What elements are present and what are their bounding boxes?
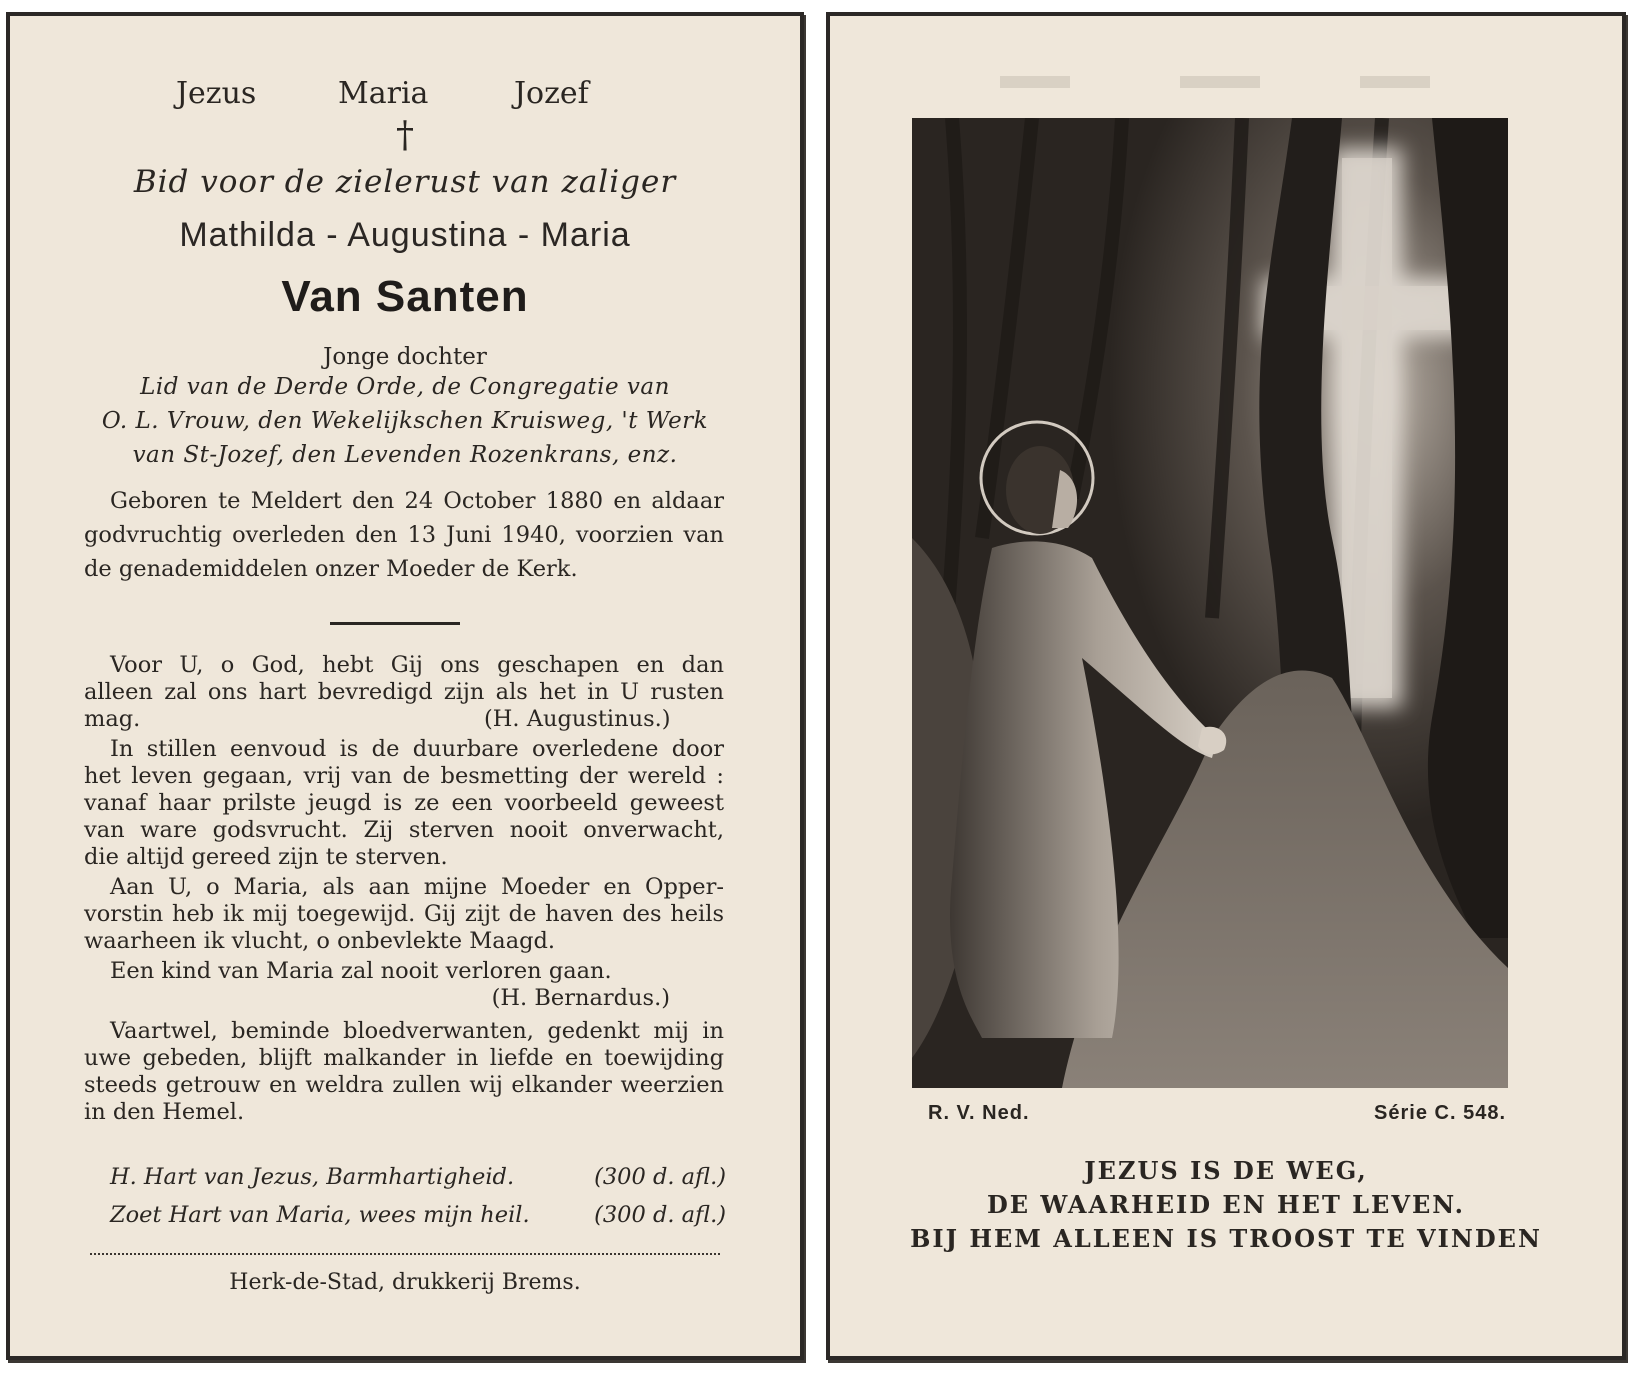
publisher-mark: R. V. Ned. <box>928 1102 1030 1124</box>
holy-names <box>10 76 800 116</box>
membership-line: Lid van de Derde Orde, de Congregatie van <box>140 374 670 400</box>
membership-line: O. L. Vrouw, den Wekelijkschen Kruisweg, 't Werk <box>101 408 709 434</box>
life-line: de genademiddelen onzer Moeder de Kerk. <box>84 556 578 582</box>
show-through-ghost-text <box>980 56 1480 106</box>
quote-line: In stillen eenvoud is de duurbare overledene door <box>110 736 724 762</box>
quote-line-with-source <box>84 706 724 733</box>
quote-farewell <box>84 1018 724 1126</box>
quote-augustinus <box>84 652 724 733</box>
prayer-intro: Bid voor de zielerust van zaliger <box>133 164 677 200</box>
name-maria: Maria <box>338 76 429 111</box>
quote-line: Aan U, o Maria, als aan mijne Moeder en Opper- <box>110 874 724 900</box>
quote-line: steeds getrouw en weldra zullen wij elkander weerzien <box>84 1072 724 1098</box>
life-line: Geboren te Meldert den 24 October 1880 en aldaar <box>110 488 724 514</box>
quote-life <box>84 736 724 871</box>
quote-line: Voor U, o God, hebt Gij ons geschapen en dan <box>110 652 724 678</box>
motto-line: JEZUS IS DE WEG, <box>1084 1156 1368 1185</box>
series-number: Série C. 548. <box>1374 1102 1506 1124</box>
quote-line: Een kind van Maria zal nooit verloren gaan. <box>110 958 612 984</box>
invocation-row <box>110 1202 726 1228</box>
quote-line: Vaartwel, beminde bloedverwanten, gedenkt mij in <box>110 1018 724 1044</box>
surname: Van Santen <box>281 272 529 321</box>
quote-maria <box>84 874 724 955</box>
quote-line: het leven gegaan, vrij van de besmetting der wereld : <box>84 763 724 789</box>
quote-line: vanaf haar prilste jeugd is ze een voorbeeld geweest <box>84 790 724 816</box>
invocation-text: Zoet Hart van Maria, wees mijn heil. <box>110 1202 530 1228</box>
indulgence: (300 d. afl.) <box>594 1202 726 1228</box>
membership-line: van St-Jozef, den Levenden Rozenkrans, enz. <box>132 442 678 468</box>
invocation-text: H. Hart van Jezus, Barmhartigheid. <box>110 1164 515 1190</box>
memorial-card-back <box>826 12 1626 1360</box>
motto-line: BIJ HEM ALLEEN IS TROOST TE VINDEN <box>910 1224 1542 1253</box>
life-line: godvruchtig overleden den 13 Juni 1940, voorzien van <box>84 522 724 548</box>
quote-line: vorstin heb ik mij toegewijd. Gij zijt de haven des heils <box>84 901 724 927</box>
motto-line: DE WAARHEID EN HET LEVEN. <box>986 1190 1466 1219</box>
quote-source: (H. Bernardus.) <box>491 985 670 1011</box>
quote-line: waarheen ik vlucht, o onbevlekte Maagd. <box>84 928 556 954</box>
quote-line: die altijd gereed zijn te sterven. <box>84 844 448 870</box>
memorial-card-front <box>6 12 804 1360</box>
indulgence: (300 d. afl.) <box>594 1164 726 1190</box>
divider <box>330 622 460 625</box>
quote-line: in den Hemel. <box>84 1099 245 1125</box>
quote-line: van ware godsvrucht. Zij sterven nooit onverwacht, <box>84 817 724 843</box>
dotted-divider <box>90 1253 720 1255</box>
name-jezus: Jezus <box>176 76 257 111</box>
christ-in-forest-illustration <box>912 118 1508 1088</box>
name-jozef: Jozef <box>514 76 589 111</box>
quote-bernardus <box>84 958 724 1012</box>
status: Jonge dochter <box>323 344 487 370</box>
printer-credit: Herk-de-Stad, drukkerij Brems. <box>229 1270 581 1295</box>
life-dates <box>84 484 724 586</box>
quote-line: uwe gebeden, blijft malkander in liefde en toewijding <box>84 1045 724 1071</box>
cross-icon: † <box>396 115 414 156</box>
invocation-row <box>110 1164 726 1190</box>
devotional-picture <box>912 118 1508 1088</box>
quote-line: alleen zal ons hart bevredigd zijn als het in U rusten <box>84 679 724 705</box>
quote-source: (H. Augustinus.) <box>484 706 671 732</box>
quote-line: mag. <box>84 706 141 732</box>
given-names: Mathilda - Augustina - Maria <box>179 216 631 254</box>
